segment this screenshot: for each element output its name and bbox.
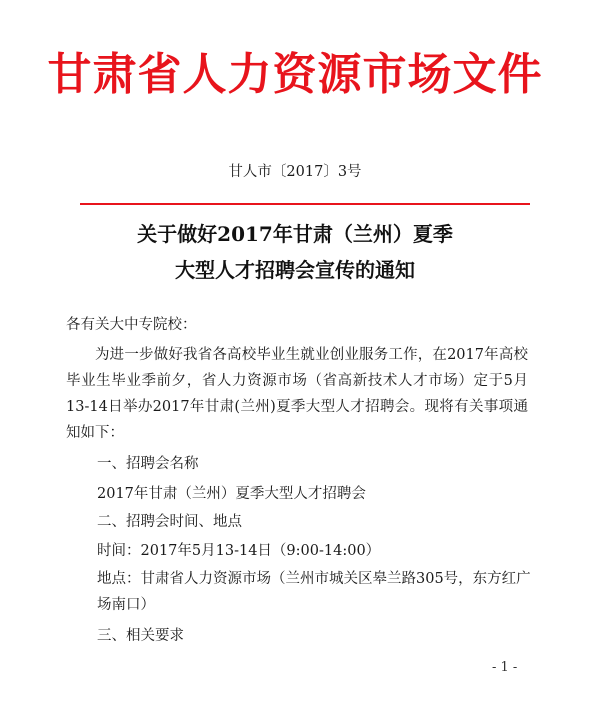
- time-line: 时间：2017年5月13-14日（9:00-14:00）: [97, 543, 381, 559]
- section-3-heading: 三、相关要求: [97, 628, 184, 644]
- section-2-heading: 二、招聘会时间、地点: [97, 514, 242, 530]
- section-1-value: 2017年甘肃（兰州）夏季大型人才招聘会: [97, 486, 366, 502]
- document-number: 甘人市〔2017〕3号: [228, 164, 362, 180]
- document-header-title: 甘肃省人力资源市场文件: [47, 49, 543, 100]
- red-divider-line: [80, 203, 530, 205]
- notice-title-line-1: 关于做好2017年甘肃（兰州）夏季: [137, 222, 453, 246]
- page-number: - 1 -: [492, 660, 518, 675]
- notice-title-line-2: 大型人才招聘会宣传的通知: [175, 258, 415, 282]
- salutation: 各有关大中专院校：: [66, 317, 197, 333]
- section-1-heading: 一、招聘会名称: [97, 456, 199, 472]
- place-line: 地点：甘肃省人力资源市场（兰州市城关区皋兰路305号，东方红广场南口）: [97, 571, 531, 613]
- intro-paragraph: 为进一步做好我省各高校毕业生就业创业服务工作，在2017年高校毕业生毕业季前夕，省人力资源市场（省高新技术人才市场）定于5月13-14日举办2017年甘肃(兰州)夏季大型人才招聘会。现将有关事项通知如下：: [66, 347, 528, 441]
